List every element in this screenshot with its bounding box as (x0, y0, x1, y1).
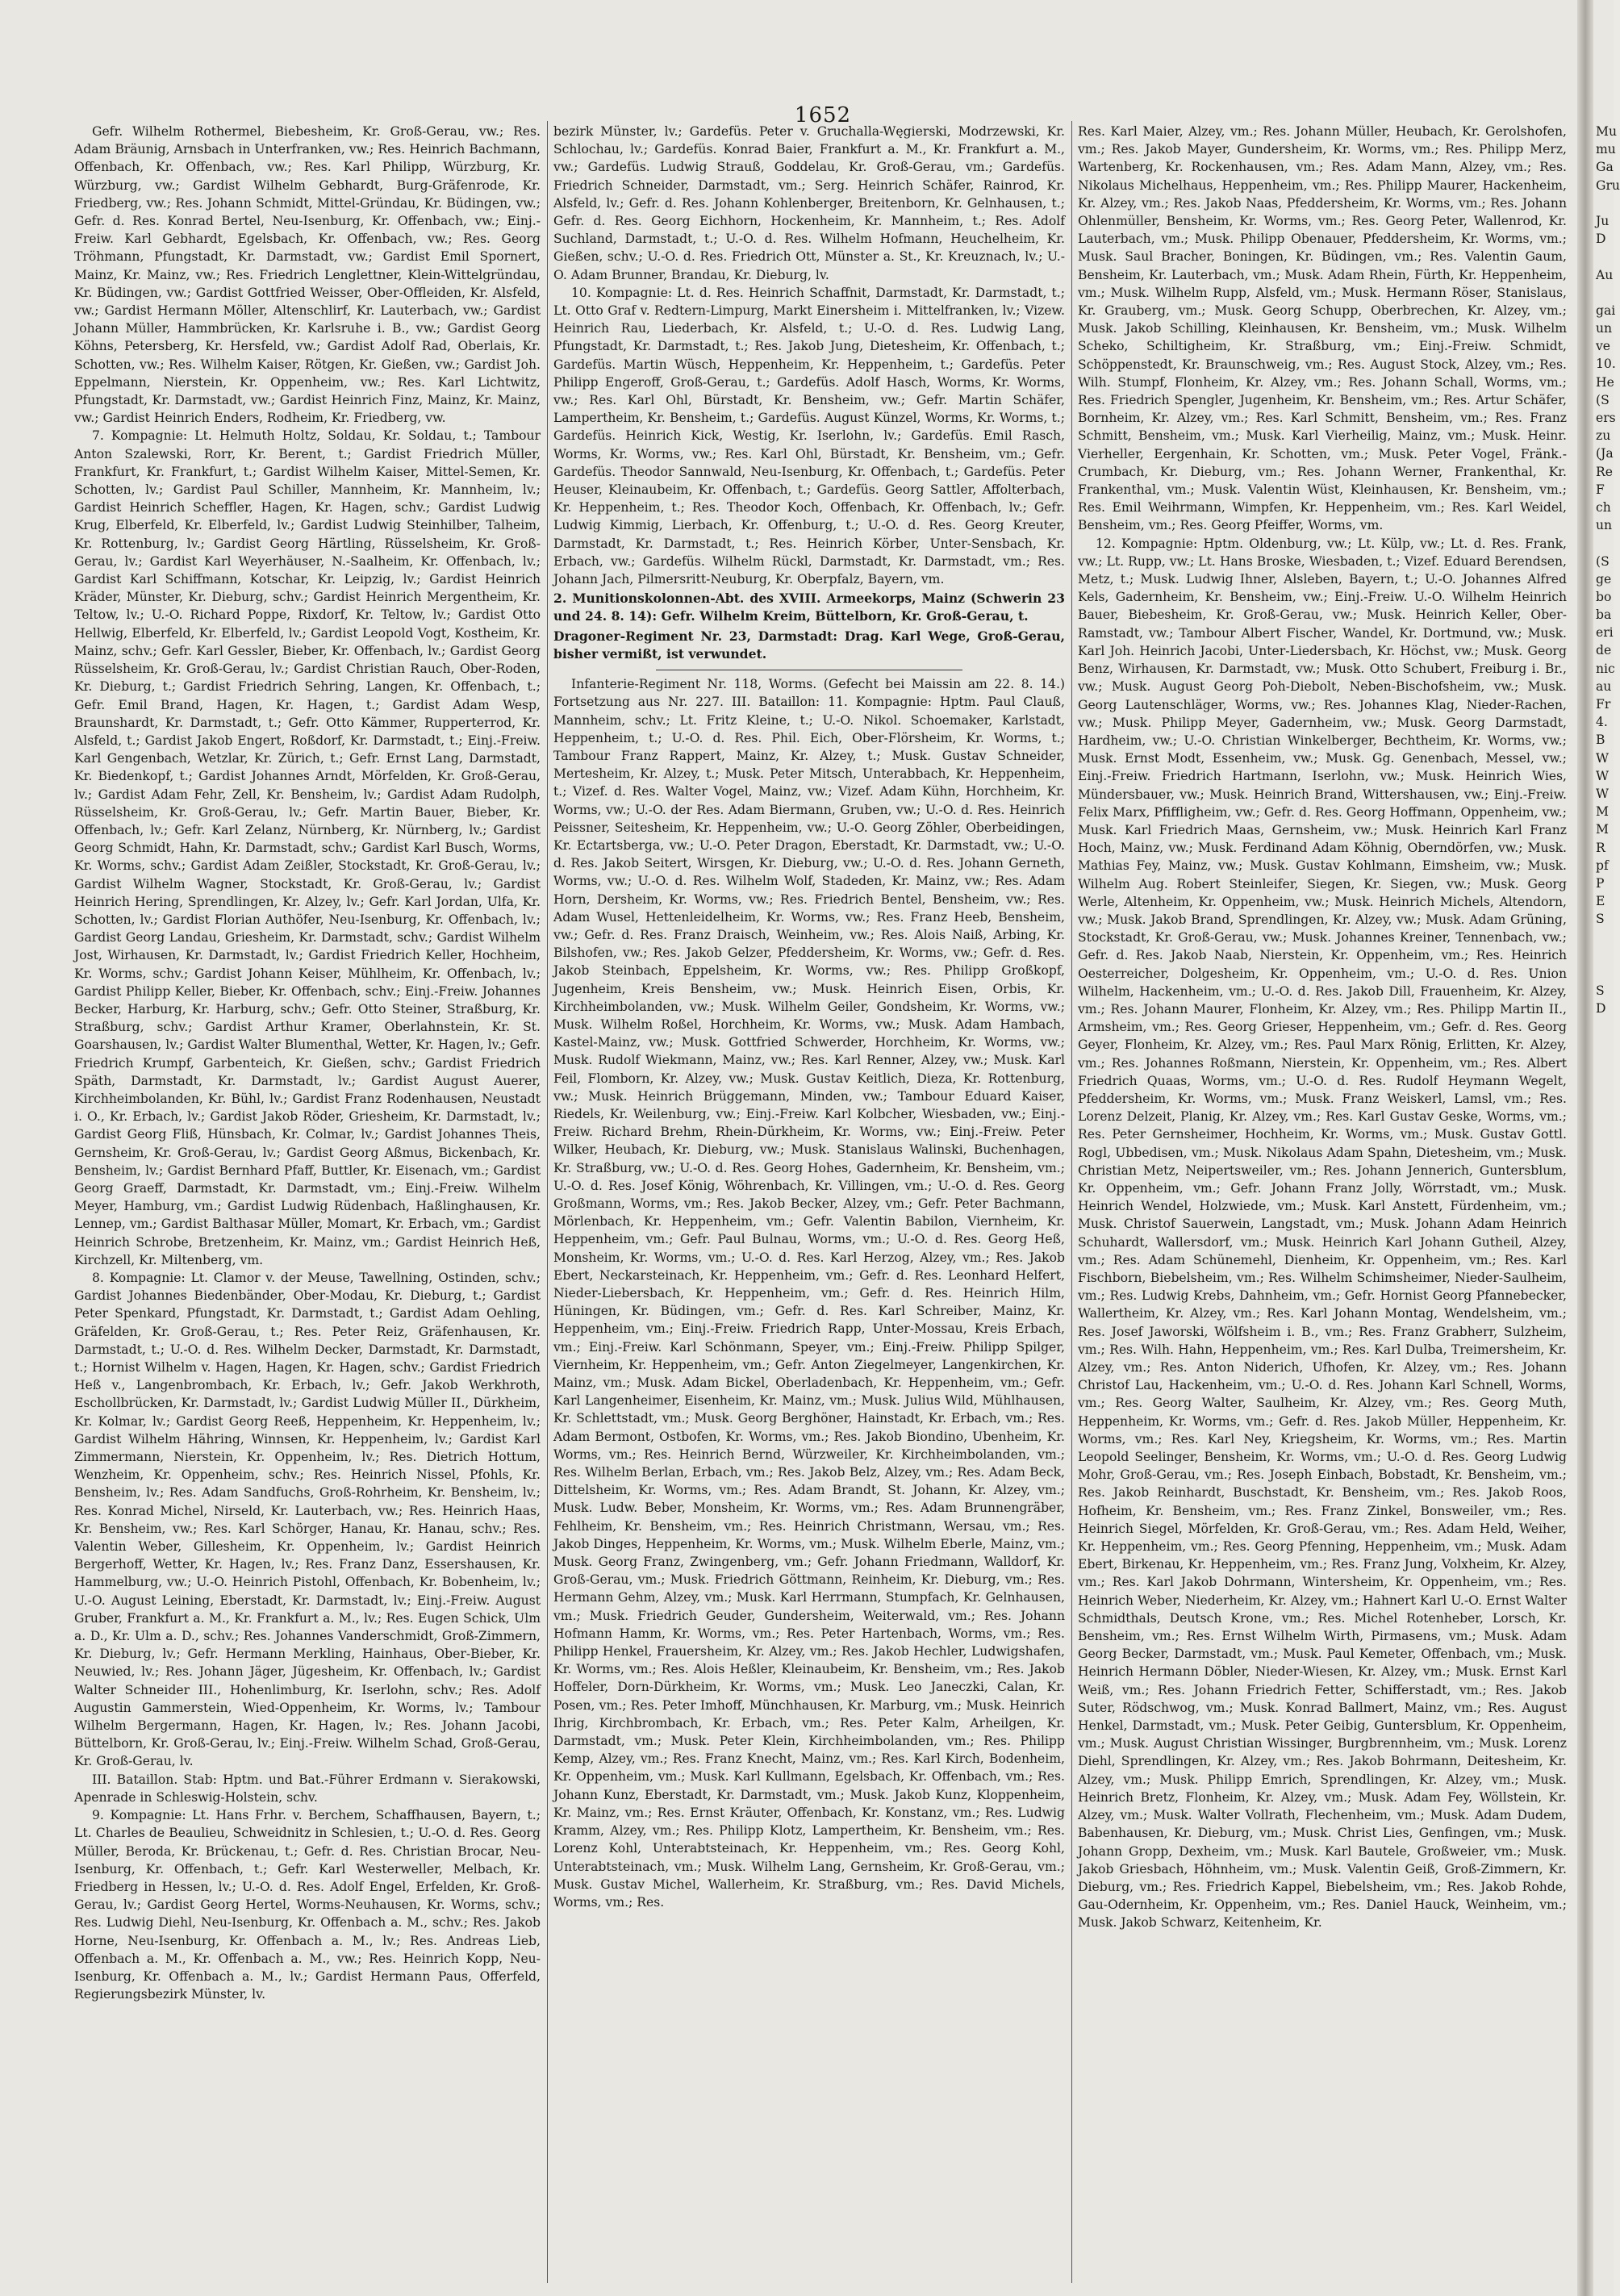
cropped-line-fragment: F (1596, 482, 1605, 497)
casualty-paragraph: III. Bataillon. Stab: Hptm. und Bat.-Führer Erdmann v. Sierakowski, Apenrade in Schleswig-Holstein, schv. (74, 1772, 541, 1805)
cropped-line-fragment: gai (1596, 303, 1616, 318)
regiment-heading-paragraph: 2. Munitionskolonnen-Abt. des XVIII. Armeekorps, Mainz (Schwerin 23 und 24. 8. 14): Gefr. Wilhelm Kreim, Büttelborn, Kr. Groß-Gerau, t. (553, 591, 1065, 624)
cropped-line-fragment: R (1596, 840, 1605, 855)
cropped-line-fragment: ba (1596, 607, 1612, 623)
text-column-left (74, 123, 541, 2285)
cropped-line-fragment: Re (1596, 464, 1613, 479)
casualty-paragraph: bezirk Münster, lv.; Gardefüs. Peter v. Gruchalla-Węgierski, Modrzewski, Kr. Schlochau, lv.; Gardefüs. Konrad Baier, Frankfurt a. M., Kr. Frankfurt a. M., vw.; Gardefüs. Ludwig Strauß, Goddelau, Kr. Groß-Gerau, vm.; Gardefüs. Friedrich Schneider, Darmstadt, vm.; Serg. Heinrich Schäfer, Rainrod, Kr. Alsfeld, lv.; Gefr. d. Res. Johann Kohlenberger, Breitenborn, Kr. Gelnhausen, t.; Gefr. d. Res. Georg Eichhorn, Hockenheim, Kr. Mannheim, t.; Res. Adolf Suchland, Darmstadt, t.; U.-O. d. Res. Wilhelm Hofmann, Heuchelheim, Kr. Gießen, schv.; U.-O. d. Res. Friedrich Ott, Münster a. St., Kr. Kreuznach, lv.; U.-O. Adam Brunner, Brandau, Kr. Dieburg, lv. (553, 124, 1065, 282)
cropped-line-fragment: D (1596, 232, 1606, 247)
cropped-line-fragment: zu (1596, 428, 1611, 444)
page-number: 1652 (794, 103, 852, 127)
cropped-line-fragment (1596, 248, 1614, 265)
cropped-line-fragment: 4. (1596, 715, 1608, 730)
cropped-line-fragment: M (1596, 804, 1609, 820)
cropped-line-fragment: (S (1596, 392, 1610, 407)
cropped-line-fragment: mu (1596, 142, 1616, 157)
cropped-line-fragment (1596, 284, 1614, 302)
cropped-line-fragment: W (1596, 768, 1610, 783)
cropped-line-fragment: de (1596, 643, 1612, 658)
cropped-line-fragment: pf (1596, 858, 1609, 873)
casualty-paragraph: 12. Kompagnie: Hptm. Oldenburg, vw.; Lt. Külp, vw.; Lt. d. Res. Frank, vw.; Lt. Rupp, vw.; Lt. Hans Broske, Wiesbaden, t.; Vizef. Eduard Berendsen, Metz, t.; Musk. Ludwig Ihner, Alsleben, Bayern, t.; U.-O. Johannes Alfred Kels, Gadernheim, Kr. Bensheim, vw.; Einj.-Freiw. U.-O. Wilhelm Heinrich Bauer, Biebesheim, Kr. Groß-Gerau, vw.; Musk. Heinrich Keller, Ober-Ramstadt, vw.; Tambour Albert Fischer, Wandel, Kr. Dortmund, vw.; Musk. Karl Joh. Heinrich Jacobi, Unter-Liedersbach, Kr. Höchst, vw.; Musk. Georg Benz, Wirhausen, Kr. Darmstadt, vw.; Musk. Otto Schubert, Freiburg i. Br., vw.; Musk. August Georg Poh-Diebolt, Neben-Bischofsheim, vw.; Musk. Georg Lautenschläger, Worms, vw.; Res. Johannes Klag, Nieder-Rachen, vw.; Musk. Philipp Meyer, Gadernheim, vw.; Musk. Georg Darmstadt, Hardheim, vw.; U.-O. Christian Winkelberger, Bechtheim, Kr. Worms, vw.; Musk. Ernst Modt, Essenheim, vw.; Musk. Gg. Genenbach, Messel, vw.; Einj.-Freiw. Friedrich Hartmann, Iserlohn, vw.; Musk. Heinrich Wies, Mündersbauer, vw.; Musk. Heinrich Brand, Wittershausen, vw.; Einj.-Freiw. Felix Marx, Pfiffligheim, vw.; Gefr. d. Res. Georg Hoffmann, Oppenheim, vw.; Musk. Karl Friedrich Maas, Gernsheim, vw.; Musk. Heinrich Karl Franz Hoch, Mainz, vw.; Musk. Ferdinand Adam Köhnig, Oberndörfen, vw.; Musk. Mathias Fey, Mainz, vw.; Musk. Gustav Kohlmann, Eimsheim, vw.; Musk. Wilhelm Aug. Robert Steinleifer, Siegen, Kr. Siegen, vw.; Musk. Georg Werle, Altenheim, Kr. Oppenheim, vw.; Musk. Heinrich Michels, Altendorn, vw.; Musk. Jakob Brand, Sprendlingen, Kr. Alzey, vw.; Musk. Adam Grüning, Stockstadt, Kr. Groß-Gerau, vw.; Musk. Johannes Kreiner, Tennenbach, vw.; Gefr. d. Res. Jakob Naab, Nierstein, Kr. Oppenheim, vm.; Res. Heinrich Oesterreicher, Dolgesheim, Kr. Oppenheim, vm.; U.-O. d. Res. Union Wilhelm, Hackenheim, vm.; U.-O. d. Res. Jakob Dill, Frauenheim, Kr. Alzey, vm.; Res. Johann Maurer, Flonheim, Kr. Alzey, vm.; Res. Philipp Martin II., Armsheim, vm.; Res. Georg Grieser, Heppenheim, vm.; Gefr. d. Res. Georg Geyer, Flonheim, Kr. Alzey, vm.; Res. Paul Marx Rönig, Erlitten, Kr. Alzey, vm.; Res. Johannes Roßmann, Nierstein, Kr. Oppenheim, vm.; Res. Albert Friedrich Quaas, Worms, vm.; U.-O. d. Res. Rudolf Heymann Wegelt, Pfeddersheim, Kr. Worms, vm.; Musk. Franz Weiskerl, Lamsl, vm.; Res. Lorenz Delzeit, Planig, Kr. Alzey, vm.; Res. Karl Gustav Geske, Worms, vm.; Res. Peter Gernsheimer, Hochheim, Kr. Worms, vm.; Musk. Gustav Gottl. Rogl, Ubbedisen, vm.; Musk. Nikolaus Adam Spahn, Dietesheim, vm.; Musk. Christian Metz, Neipertsweiler, vm.; Res. Johann Jennerich, Guntersblum, Kr. Oppenheim, vm.; Gefr. Johann Franz Jolly, Wörrstadt, vm.; Musk. Heinrich Wendel, Holzwiede, vm.; Musk. Karl Anstett, Fürdenheim, vm.; Musk. Christof Sauerwein, Langstadt, vm.; Musk. Johann Adam Heinrich Schuhardt, Wallersdorf, vm.; Musk. Heinrich Karl Johann Gutheil, Alzey, vm.; Res. Adam Schünemehl, Dienheim, Kr. Oppenheim, vm.; Res. Karl Fischborn, Biebelsheim, vm.; Res. Wilhelm Schimsheimer, Nieder-Saulheim, vm.; Res. Ludwig Krebs, Dahnheim, vm.; Gefr. Hornist Georg Pfannebecker, Wallertheim, Kr. Alzey, vm.; Res. Karl Johann Montag, Wendelsheim, vm.; Res. Josef Jaworski, Wölfsheim i. B., vm.; Res. Franz Grabherr, Sulzheim, vm.; Res. Wilh. Hahn, Heppenheim, vm.; Res. Karl Dulba, Treimersheim, Kr. Alzey, vm.; Res. Anton Niderich, Ufhofen, Kr. Alzey, vm.; Res. Johann Christof Lau, Hackenheim, vm.; U.-O. d. Res. Johann Karl Schnell, Worms, vm.; Res. Georg Walter, Saulheim, Kr. Alzey, vm.; Res. Georg Muth, Heppenheim, Kr. Worms, vm.; Gefr. d. Res. Jakob Müller, Heppenheim, Kr. Worms, vm.; Res. Karl Ney, Kriegsheim, Kr. Worms, vm.; Res. Martin Leopold Seelinger, Bensheim, Kr. Worms, vm.; U.-O. d. Res. Georg Ludwig Mohr, Groß-Gerau, vm.; Res. Joseph Einbach, Bobstadt, Kr. Bensheim, vm.; Res. Jakob Reinhardt, Buschstadt, Kr. Bensheim, vm.; Res. Jakob Roos, Hofheim, Kr. Bensheim, vm.; Res. Franz Zinkel, Bonsweiler, vm.; Res. Heinrich Siegel, Mörfelden, Kr. Groß-Gerau, vm.; Res. Adam Held, Weiher, Kr. Heppenheim, vm.; Res. Georg Pfenning, Heppenheim, vm.; Musk. Adam Ebert, Birkenau, Kr. Heppenheim, vm.; Res. Franz Jung, Volxheim, Kr. Alzey, vm.; Res. Karl Jakob Dohrmann, Wintersheim, Kr. Oppenheim, vm.; Res. Heinrich Weber, Niederheim, Kr. Alzey, vm.; Hahnert Karl U.-O. Ernst Walter Schmidthals, Deutsch Krone, vm.; Res. Michel Rotenheber, Lorsch, Kr. Bensheim, vm.; Res. Ernst Wilhelm Wirth, Pirmasens, vm.; Musk. Adam Georg Becker, Darmstadt, vm.; Musk. Paul Kemeter, Offenbach, vm.; Musk. Heinrich Hermann Döbler, Nieder-Wiesen, Kr. Alzey, vm.; Musk. Ernst Karl Weiß, vm.; Res. Johann Friedrich Fetter, Schifferstadt, vm.; Res. Jakob Suter, Rödschwog, vm.; Musk. Konrad Ballmert, Mainz, vm.; Res. August Henkel, Darmstadt, vm.; Musk. Peter Geibig, Guntersblum, Kr. Oppenheim, vm.; Musk. August Christian Wissinger, Burgbrennheim, vm.; Musk. Lorenz Diehl, Sprendlingen, Kr. Alzey, vm.; Res. Jakob Bohrmann, Deitesheim, Kr. Alzey, vm.; Musk. Philipp Emrich, Sprendlingen, Kr. Alzey, vm.; Musk. Heinrich Bretz, Flonheim, Kr. Alzey, vm.; Musk. Adam Fey, Wöllstein, Kr. Alzey, vm.; Musk. Walter Vollrath, Flechenheim, vm.; Musk. Adam Dudem, Babenhausen, Kr. Dieburg, vm.; Musk. Christ Lies, Genfingen, vm.; Musk. Johann Gropp, Dexheim, vm.; Musk. Karl Bautele, Großweier, vm.; Musk. Jakob Griesbach, Höhnheim, vm.; Musk. Valentin Geiß, Groß-Zimmern, Kr. Dieburg, vm.; Res. Friedrich Kappel, Biebelsheim, vm.; Res. Jakob Rohde, Gau-Odernheim, Kr. Oppenheim, vm.; Res. Daniel Hauck, Weinheim, vm.; Musk. Jakob Schwarz, Keitenheim, Kr. (1078, 536, 1567, 1931)
casualty-paragraph: 10. Kompagnie: Lt. d. Res. Heinrich Schaffnit, Darmstadt, Kr. Darmstadt, t.; Lt. Otto Graf v. Redtern-Limpurg, Markt Einersheim i. Mittelfranken, lv.; Vizew. Heinrich Rau, Liederbach, Kr. Alsfeld, t.; U.-O. d. Res. Ludwig Lang, Pfungstadt, Kr. Darmstadt, t.; Res. Jakob Jung, Dietesheim, Kr. Offenbach, t.; Gardefüs. Martin Wüsch, Heppenheim, Kr. Heppenheim, t.; Gardefüs. Peter Philipp Engeroff, Groß-Gerau, t.; Gardefüs. Adolf Hasch, Worms, Kr. Worms, vw.; Res. Karl Ohl, Bürstadt, Kr. Bensheim, vw.; Gefr. Martin Schäfer, Lampertheim, Kr. Bensheim, t.; Gardefüs. August Künzel, Worms, Kr. Worms, t.; Gardefüs. Heinrich Kick, Westig, Kr. Iserlohn, lv.; Gardefüs. Emil Rasch, Worms, Kr. Worms, vw.; Res. Karl Ohl, Bürstadt, Kr. Bensheim, vm.; Gefr. Gardefüs. Theodor Sannwald, Neu-Isenburg, Kr. Offenbach, t.; Gardefüs. Peter Heuser, Kleinaubeim, Kr. Offenbach, t.; Gardefüs. Georg Sattler, Affolterbach, Kr. Heppenheim, t.; Res. Theodor Koch, Offenbach, Kr. Offenbach, lv.; Gefr. Ludwig Kimmig, Lierbach, Kr. Offenburg, t.; U.-O. d. Res. Georg Kreuter, Darmstadt, Kr. Darmstadt, t.; Res. Heinrich Körber, Unter-Sensbach, Kr. Erbach, vw.; Gardefüs. Wilhelm Rückl, Darmstadt, Kr. Darmstadt, vm.; Res. Johann Jach, Pilmersritt-Neuburg, Kr. Oberpfalz, Bayern, vm. (553, 285, 1065, 587)
casualty-paragraph: Res. Karl Maier, Alzey, vm.; Res. Johann Müller, Heubach, Kr. Gerolshofen, vm.; Res. Jakob Mayer, Gundersheim, Kr. Worms, vm.; Res. Philipp Merz, Wartenberg, Kr. Rockenhausen, vm.; Res. Adam Mann, Alzey, vm.; Res. Nikolaus Michelhaus, Heppenheim, vm.; Res. Philipp Maurer, Hackenheim, Kr. Alzey, vm.; Res. Jakob Naas, Pfeddersheim, Kr. Worms, vm.; Res. Johann Ohlenmüller, Bensheim, Kr. Worms, vm.; Res. Georg Peter, Wallenrod, Kr. Lauterbach, vm.; Musk. Philipp Obenauer, Pfeddersheim, Kr. Worms, vm.; Musk. Saul Bracher, Boningen, Kr. Büdingen, vm.; Res. Valentin Gaum, Bensheim, Kr. Lauterbach, vm.; Musk. Adam Rhein, Fürth, Kr. Heppenheim, vm.; Musk. Wilhelm Rupp, Alsfeld, vm.; Musk. Hermann Röser, Stanislaus, Kr. Grauberg, vm.; Musk. Georg Schupp, Oberbrechen, Kr. Alzey, vm.; Musk. Jakob Schilling, Kleinhausen, Kr. Bensheim, vm.; Musk. Wilhelm Scheko, Schiltigheim, Kr. Straßburg, vm.; Einj.-Freiw. Schmidt, Schöppenstedt, Kr. Braunschweig, vm.; Res. August Stock, Alzey, vm.; Res. Wilh. Stumpf, Flonheim, Kr. Alzey, vm.; Res. Johann Schall, Worms, vm.; Res. Friedrich Spengler, Jugenheim, Kr. Bensheim, vm.; Res. Artur Schäfer, Bornheim, Kr. Alzey, vm.; Res. Karl Schmitt, Bensheim, vm.; Res. Franz Schmitt, Bensheim, vm.; Musk. Karl Vierheilig, Mainz, vm.; Musk. Heinr. Vierheller, Eergenhain, Kr. Schotten, vm.; Musk. Peter Vogel, Fränk.-Crumbach, Kr. Dieburg, vm.; Res. Johann Werner, Frankenthal, Kr. Frankenthal, vm.; Musk. Valentin Wüst, Kleinhausen, Kr. Bensheim, vm.; Res. Emil Weihrmann, Wimpfen, Kr. Heppenheim, vm.; Res. Karl Weidel, Bensheim, vm.; Res. Georg Pfeiffer, Worms, vm. (1078, 124, 1567, 533)
cropped-line-fragment: Ga (1596, 160, 1614, 175)
cropped-line-fragment: ve (1596, 339, 1611, 354)
cropped-line-fragment (1596, 946, 1614, 964)
text-column-middle (553, 123, 1065, 2285)
cropped-line-fragment: ers (1596, 411, 1616, 425)
adjacent-page-edge (1596, 123, 1620, 2285)
cropped-line-fragment: bo (1596, 589, 1612, 604)
cropped-line-fragment: un (1596, 321, 1613, 336)
cropped-line-fragment: S (1596, 983, 1605, 998)
casualty-paragraph: 8. Kompagnie: Lt. Clamor v. der Meuse, Tawellning, Ostinden, schv.; Gardist Johannes Biedenbänder, Ober-Modau, Kr. Dieburg, t.; Gardist Peter Spenkard, Pfungstadt, Kr. Darmstadt, t.; Gardist Adam Oehling, Gräfelden, Kr. Groß-Gerau, t.; Res. Peter Reiz, Gräfenhausen, Kr. Darmstadt, t.; U.-O. d. Res. Wilhelm Decker, Darmstadt, Kr. Darmstadt, t.; Hornist Wilhelm v. Hagen, Hagen, Kr. Hagen, schv.; Gardist Friedrich Heß v., Langenbrombach, Kr. Erbach, lv.; Gefr. Jakob Werkhroth, Eschollbrücken, Kr. Darmstadt, lv.; Gardist Ludwig Müller II., Dürkheim, Kr. Kolmar, lv.; Gardist Georg Reeß, Heppenheim, Kr. Heppenheim, lv.; Gardist Wilhelm Hähring, Winnsen, Kr. Heppenheim, lv.; Gardist Karl Zimmermann, Nierstein, Kr. Oppenheim, lv.; Res. Dietrich Hottum, Wenzheim, Kr. Oppenheim, schv.; Res. Heinrich Nissel, Pfohls, Kr. Bensheim, lv.; Res. Adam Sandfuchs, Groß-Rohrheim, Kr. Bensheim, lv.; Res. Konrad Michel, Nirseld, Kr. Lauterbach, vw.; Res. Heinrich Haas, Kr. Bensheim, vw.; Res. Karl Schörger, Hanau, Kr. Hanau, schv.; Res. Valentin Weber, Gillesheim, Kr. Oppenheim, lv.; Gardist Heinrich Bergerhoff, Wetter, Kr. Hagen, lv.; Res. Franz Danz, Essershausen, Kr. Hammelburg, vw.; U.-O. Heinrich Pistohl, Offenbach, Kr. Bobenheim, lv.; U.-O. August Leining, Eberstadt, Kr. Darmstadt, lv.; Einj.-Freiw. August Gruber, Frankfurt a. M., Kr. Frankfurt a. M., lv.; Res. Eugen Schick, Ulm a. D., Kr. Ulm a. D., schv.; Res. Johannes Vanderschmidt, Groß-Zimmern, Kr. Dieburg, lv.; Gefr. Hermann Merkling, Hainhaus, Ober-Bieber, Kr. Neuwied, lv.; Res. Johann Jäger, Jügesheim, Kr. Offenbach, lv.; Gardist Walter Schneider III., Hohenlimburg, Kr. Iserlohn, schv.; Res. Adolf Augustin Gammerstein, Wied-Oppenheim, Kr. Worms, lv.; Tambour Wilhelm Bergermann, Hagen, Kr. Hagen, lv.; Res. Johann Jacobi, Büttelborn, Kr. Groß-Gerau, lv.; Einj.-Freiw. Wilhelm Schad, Groß-Gerau, Kr. Groß-Gerau, lv. (74, 1271, 541, 1769)
cropped-line-fragment: au (1596, 678, 1612, 694)
casualty-paragraph: 7. Kompagnie: Lt. Helmuth Holtz, Soldau, Kr. Soldau, t.; Tambour Anton Szalewski, Rorr, Kr. Berent, t.; Gardist Friedrich Müller, Frankfurt, Kr. Frankfurt, t.; Gardist Wilhelm Kaiser, Mittel-Semen, Kr. Schotten, lv.; Gardist Paul Schiller, Mannheim, Kr. Mannheim, lv.; Gardist Heinrich Scheffler, Hagen, Kr. Hagen, schv.; Gardist Ludwig Krug, Elberfeld, Kr. Elberfeld, lv.; Gardist Ludwig Steinhilber, Talheim, Kr. Rottenburg, lv.; Gardist Georg Härtling, Rüsselsheim, Kr. Groß-Gerau, lv.; Gardist Karl Weyerhäuser, N.-Saalheim, Kr. Offenbach, lv.; Gardist Karl Schiffmann, Kotschar, Kr. Leipzig, lv.; Gardist Heinrich Kräder, Münster, Kr. Dieburg, schv.; Gardist Heinrich Mergentheim, Kr. Teltow, lv.; U.-O. Richard Poppe, Rixdorf, Kr. Teltow, lv.; Gardist Otto Hellwig, Elberfeld, Kr. Elberfeld, lv.; Gardist Leopold Vogt, Kostheim, Kr. Mainz, schv.; Gefr. Karl Gessler, Bieber, Kr. Offenbach, lv.; Gardist Georg Rüsselsheim, Kr. Groß-Gerau, lv.; Gardist Christian Rauch, Ober-Roden, Kr. Dieburg, t.; Gardist Friedrich Sehring, Langen, Kr. Offenbach, t.; Gefr. Emil Brand, Hagen, Kr. Hagen, t.; Gardist Adam Wesp, Braunshardt, Kr. Darmstadt, t.; Gefr. Otto Kämmer, Rupperterrod, Kr. Alsfeld, t.; Gardist Jakob Engert, Roßdorf, Kr. Darmstadt, t.; Einj.-Freiw. Karl Gengenbach, Wetzlar, Kr. Zürich, t.; Gefr. Ernst Lang, Darmstadt, Kr. Biedenkopf, t.; Gardist Johannes Arndt, Mörfelden, Kr. Groß-Gerau, lv.; Gardist Adam Fehr, Zell, Kr. Bensheim, lv.; Gardist Adam Rudolph, Rüsselsheim, Kr. Groß-Gerau, lv.; Gefr. Martin Bauer, Bieber, Kr. Offenbach, lv.; Gefr. Karl Zelanz, Nürnberg, Kr. Nürnberg, lv.; Gardist Georg Schmidt, Hahn, Kr. Darmstadt, schv.; Gardist Karl Busch, Worms, Kr. Worms, schv.; Gardist Adam Zeißler, Stockstadt, Kr. Groß-Gerau, lv.; Gardist Wilhelm Wagner, Stockstadt, Kr. Groß-Gerau, lv.; Gardist Heinrich Hering, Sprendlingen, Kr. Alzey, lv.; Gefr. Karl Jordan, Ulfa, Kr. Schotten, lv.; Gardist Florian Authöfer, Neu-Isenburg, Kr. Offenbach, lv.; Gardist Georg Landau, Griesheim, Kr. Darmstadt, schv.; Gardist Wilhelm Jost, Wirhausen, Kr. Darmstadt, lv.; Gardist Friedrich Keller, Hochheim, Kr. Worms, schv.; Gardist Johann Keiser, Mühlheim, Kr. Offenbach, lv.; Gardist Philipp Keller, Bieber, Kr. Offenbach, schv.; Einj.-Freiw. Johannes Becker, Harburg, Kr. Harburg, schv.; Gefr. Otto Steiner, Straßburg, Kr. Straßburg, schv.; Gardist Arthur Kramer, Oberlahnstein, Kr. St. Goarshausen, lv.; Gardist Walter Blumenthal, Wetter, Kr. Hagen, lv.; Gefr. Friedrich Krumpf, Garbenteich, Kr. Gießen, schv.; Gardist Friedrich Späth, Darmstadt, Kr. Darmstadt, lv.; Gardist August Auerer, Kirchheimbolanden, Kr. Bühl, lv.; Gardist Franz Rodenhausen, Neustadt i. O., Kr. Erbach, lv.; Gardist Jakob Röder, Griesheim, Kr. Darmstadt, lv.; Gardist Georg Fliß, Hünsbach, Kr. Colmar, lv.; Gardist Johannes Theis, Gernsheim, Kr. Groß-Gerau, lv.; Gardist Georg Aßmus, Bickenbach, Kr. Bensheim, lv.; Gardist Bernhard Pfaff, Buttler, Kr. Eisenach, vm.; Gardist Georg Graeff, Darmstadt, Kr. Darmstadt, vm.; Einj.-Freiw. Wilhelm Meyer, Hamburg, vm.; Gardist Ludwig Rüdenbach, Haßlinghausen, Kr. Lennep, vm.; Gardist Balthasar Müller, Momart, Kr. Erbach, vm.; Gardist Heinrich Schrobe, Bretzenheim, Kr. Mainz, vm.; Gardist Heinrich Heß, Kirchzell, Kr. Miltenberg, vm. (74, 428, 541, 1267)
cropped-line-fragment: Ju (1596, 213, 1610, 228)
cropped-line-fragment: D (1596, 1001, 1606, 1017)
cropped-line-fragment: 10. (1596, 357, 1616, 372)
cropped-line-fragment: Au (1596, 267, 1614, 282)
casualty-paragraph: Infanterie-Regiment Nr. 118, Worms. (Gefecht bei Maissin am 22. 8. 14.) Fortsetzung aus Nr. 227. III. Bataillon: 11. Kompagnie: Hptm. Paul Clauß, Mannheim, schv.; Lt. Fritz Kleine, t.; U.-O. Nikol. Schoemaker, Karlstadt, Heppenheim, t.; U.-O. d. Res. Phil. Eich, Ober-Flörsheim, Kr. Worms, t.; Tambour Franz Rappert, Mainz, Kr. Alzey, t.; Musk. Gustav Schneider, Mertesheim, Kr. Alzey, t.; Musk. Peter Mitsch, Unterabbach, Kr. Heppenheim, t.; Vizef. d. Res. Walter Vogel, Mainz, vw.; Vizef. Adam Kühn, Horchheim, Kr. Worms, vw.; U.-O. der Res. Adam Biermann, Gruben, vw.; U.-O. d. Res. Heinrich Peissner, Seitesheim, Kr. Heppenheim, vw.; U.-O. Georg Zöhler, Oberbeidingen, Kr. Ectartsberga, vw.; U.-O. Peter Dragon, Eberstadt, Kr. Darmstadt, vw.; U.-O. d. Res. Jakob Seitert, Wirsgen, Kr. Dieburg, vw.; U.-O. d. Res. Johann Gerneth, Worms, vw.; U.-O. d. Res. Wilhelm Wolf, Stadeden, Kr. Mainz, vw.; Res. Adam Horn, Dersheim, Kr. Worms, vw.; Res. Friedrich Bentel, Bensheim, vw.; Res. Adam Wusel, Hettenleidelheim, Kr. Worms, vw.; Res. Franz Heeb, Bensheim, vw.; Gefr. d. Res. Franz Draisch, Weinheim, vw.; Res. Alois Naiß, Arbing, Kr. Bilshofen, vw.; Res. Jakob Gelzer, Pfeddersheim, Kr. Worms, vw.; Gefr. d. Res. Jakob Steinbach, Eppelsheim, Kr. Worms, vw.; Res. Philipp Großkopf, Jugenheim, Kreis Bensheim, vw.; Musk. Heinrich Eisen, Orbis, Kr. Kirchheimbolanden, vw.; Musk. Wilhelm Geiler, Gondsheim, Kr. Worms, vw.; Musk. Wilhelm Roßel, Horchheim, Kr. Worms, vw.; Musk. Adam Hambach, Kastel-Mainz, vw.; Musk. Gottfried Schwerder, Horchheim, Kr. Worms, vw.; Musk. Rudolf Wiekmann, Mainz, vw.; Res. Karl Renner, Alzey, vw.; Musk. Karl Feil, Flomborn, Kr. Alzey, vw.; Musk. Gustav Keitlich, Dieza, Kr. Rottenburg, vw.; Musk. Heinrich Brüggemann, Minden, vw.; Tambour Eduard Kaiser, Riedels, Kr. Weilenburg, vw.; Einj.-Freiw. Karl Kolbcher, Wiesbaden, vw.; Einj.-Freiw. Richard Brehm, Rhein-Dürkheim, Kr. Worms, vw.; Einj.-Freiw. Peter Wilker, Heubach, Kr. Dieburg, vw.; Musk. Stanislaus Walinski, Buchenhagen, Kr. Straßburg, vw.; U.-O. d. Res. Georg Hohes, Gadernheim, Kr. Bensheim, vm.; U.-O. d. Res. Josef König, Wöhrenbach, Kr. Villingen, vm.; U.-O. d. Res. Georg Großmann, Worms, vm.; Res. Jakob Becker, Alzey, vm.; Gefr. Peter Bachmann, Mörlenbach, Kr. Heppenheim, vm.; Gefr. Valentin Babilon, Viernheim, Kr. Heppenheim, vm.; Gefr. Paul Bulnau, Worms, vm.; U.-O. d. Res. Georg Heß, Monsheim, Kr. Worms, vm.; U.-O. d. Res. Karl Herzog, Alzey, vm.; Res. Jakob Ebert, Neckarsteinach, Kr. Heppenheim, vm.; Gefr. d. Res. Leonhard Helfert, Nieder-Liebersbach, Kr. Heppenheim, vm.; Gefr. d. Res. Heinrich Hilm, Hüningen, Kr. Büdingen, vm.; Gefr. d. Res. Karl Schreiber, Mainz, Kr. Heppenheim, vm.; Einj.-Freiw. Friedrich Rapp, Unter-Mossau, Kreis Erbach, vm.; Einj.-Freiw. Karl Schönmann, Speyer, vm.; Einj.-Freiw. Philipp Spilger, Viernheim, Kr. Heppenheim, vm.; Gefr. Anton Ziegelmeyer, Langenkirchen, Kr. Mainz, vm.; Musk. Adam Bickel, Oberladenbach, Kr. Heppenheim, vm.; Gefr. Karl Langenheimer, Eisenheim, Kr. Mainz, vm.; Musk. Julius Wild, Mühlhausen, Kr. Schlettstadt, vm.; Musk. Georg Berghöner, Hainstadt, Kr. Erbach, vm.; Res. Adam Bermont, Ostbofen, Kr. Worms, vm.; Res. Jakob Biondino, Ubenheim, Kr. Worms, vm.; Res. Heinrich Bernd, Würzweiler, Kr. Kirchheimbolanden, vm.; Res. Wilhelm Berlan, Erbach, vm.; Res. Jakob Belz, Alzey, vm.; Res. Adam Beck, Dittelsheim, Kr. Worms, vm.; Res. Adam Brandt, St. Johann, Kr. Alzey, vm.; Musk. Ludw. Beber, Monsheim, Kr. Worms, vm.; Res. Adam Brunnengräber, Fehlheim, Kr. Bensheim, vm.; Res. Heinrich Christmann, Wersau, vm.; Res. Jakob Dinges, Heppenheim, Kr. Worms, vm.; Musk. Wilhelm Eberle, Mainz, vm.; Musk. Georg Franz, Zwingenberg, vm.; Gefr. Johann Friedmann, Walldorf, Kr. Groß-Gerau, vm.; Musk. Friedrich Göttmann, Reinheim, Kr. Dieburg, vm.; Res. Hermann Gehm, Alzey, vm.; Musk. Karl Herrmann, Stumpfach, Kr. Gelnhausen, vm.; Musk. Friedrich Geuder, Gundersheim, Weiterwald, vm.; Res. Johann Hofmann Hamm, Kr. Worms, vm.; Res. Peter Hartenbach, Worms, vm.; Res. Philipp Henkel, Frauersheim, Kr. Alzey, vm.; Res. Jakob Hechler, Ludwigshafen, Kr. Worms, vm.; Res. Alois Heßler, Kleinaubeim, Kr. Bensheim, vm.; Res. Jakob Hoffeler, Dorn-Dürkheim, Kr. Worms, vm.; Musk. Leo Janeczki, Calan, Kr. Posen, vm.; Res. Peter Imhoff, Münchhausen, Kr. Marburg, vm.; Musk. Heinrich Ihrig, Kirchbrombach, Kr. Erbach, vm.; Res. Peter Kalm, Arheilgen, Kr. Darmstadt, vm.; Musk. Peter Klein, Kirchheimbolanden, vm.; Res. Philipp Kemp, Alzey, vm.; Res. Franz Knecht, Mainz, vm.; Res. Karl Kirch, Bodenheim, Kr. Oppenheim, vm.; Musk. Karl Kullmann, Egelsbach, Kr. Offenbach, vm.; Res. Johann Kunz, Eberstadt, Kr. Darmstadt, vm.; Musk. Jakob Kunz, Kloppenheim, Kr. Mainz, vm.; Res. Ernst Kräuter, Offenbach, Kr. Konstanz, vm.; Res. Ludwig Kramm, Alzey, vm.; Res. Philipp Klotz, Lampertheim, Kr. Bensheim, vm.; Res. Lorenz Kohl, Unterabtsteinach, Kr. Heppenheim, vm.; Res. Georg Kohl, Unterabtsteinach, vm.; Musk. Wilhelm Lang, Gernsheim, Kr. Groß-Gerau, vm.; Musk. Gustav Michel, Wallerheim, Kr. Straßburg, vm.; Res. David Michels, Worms, vm.; Res. (553, 677, 1065, 1910)
cropped-line-fragment: W (1596, 750, 1610, 766)
cropped-line-fragment: P (1596, 875, 1605, 891)
page-gutter (1577, 0, 1593, 2296)
cropped-line-fragment: (S (1596, 553, 1610, 569)
cropped-line-fragment: ch (1596, 499, 1611, 515)
cropped-line-fragment: Fr (1596, 697, 1611, 712)
text-column-right (1078, 123, 1567, 2285)
regiment-heading-paragraph: Dragoner-Regiment Nr. 23, Darmstadt: Drag. Karl Wege, Groß-Gerau, bisher vermißt, ist verwundet. (553, 628, 1065, 662)
column-rule (547, 121, 548, 2283)
cropped-line-fragment: E (1596, 894, 1605, 909)
cropped-line-fragment: (Ja (1596, 446, 1614, 461)
cropped-line-fragment: He (1596, 374, 1614, 390)
cropped-line-fragment: ge (1596, 571, 1612, 587)
cropped-line-fragment: B (1596, 733, 1605, 748)
cropped-line-fragment: S (1596, 912, 1605, 927)
cropped-line-fragment: eri (1596, 625, 1614, 641)
casualty-paragraph: 9. Kompagnie: Lt. Hans Frhr. v. Berchem, Schaffhausen, Bayern, t.; Lt. Charles de Beaulieu, Schweidnitz in Schlesien, t.; U.-O. d. Res. Georg Müller, Beroda, Kr. Brückenau, t.; Gefr. d. Res. Christian Brocar, Neu-Isenburg, Kr. Offenbach, t.; Gefr. Karl Westerweller, Melbach, Kr. Friedberg in Hessen, lv.; U.-O. d. Res. Adolf Engel, Erfelden, Kr. Groß-Gerau, lv.; Gardist Georg Hertel, Worms-Neuhausen, Kr. Worms, schv.; Res. Ludwig Diehl, Neu-Isenburg, Kr. Offenbach a. M., schv.; Res. Jakob Horne, Neu-Isenburg, Kr. Offenbach a. M., lv.; Res. Andreas Lieb, Offenbach a. M., Kr. Offenbach a. M., vw.; Res. Heinrich Kopp, Neu-Isenburg, Kr. Offenbach a. M., lv.; Gardist Hermann Paus, Offerfeld, Regierungsbezirk Münster, lv. (74, 1808, 541, 2002)
column-rule (1071, 121, 1072, 2283)
cropped-line-fragment: M (1596, 822, 1609, 837)
cropped-line-fragment: W (1596, 786, 1610, 801)
cropped-line-fragment (1596, 194, 1614, 212)
cropped-line-fragment: un (1596, 518, 1613, 533)
cropped-line-fragment: Gru (1596, 177, 1620, 193)
cropped-line-fragment (1596, 964, 1614, 982)
cropped-line-fragment (1596, 534, 1614, 552)
cropped-line-fragment: Mu (1596, 124, 1618, 139)
cropped-line-fragment (1596, 928, 1614, 946)
cropped-line-fragment: nic (1596, 661, 1615, 676)
casualty-paragraph: Gefr. Wilhelm Rothermel, Biebesheim, Kr. Groß-Gerau, vw.; Res. Adam Bräunig, Arnsbach in Unterfranken, vw.; Res. Heinrich Bachmann, Offenbach, Kr. Offenbach, vw.; Res. Karl Philipp, Würzburg, Kr. Würzburg, vw.; Gardist Wilhelm Gebhardt, Burg-Gräfenrode, Kr. Friedberg, vw.; Res. Johann Schmidt, Mittel-Gründau, Kr. Büdingen, vw.; Gefr. d. Res. Konrad Bertel, Neu-Isenburg, Kr. Offenbach, vw.; Einj.-Freiw. Karl Gebhardt, Egelsbach, Kr. Offenbach, vw.; Res. Georg Tröhmann, Pfungstadt, Kr. Darmstadt, vw.; Gardist Emil Spornert, Mainz, Kr. Mainz, vw.; Res. Friedrich Lenglettner, Klein-Wittelgründau, Kr. Büdingen, vw.; Gardist Gottfried Weisser, Ober-Offleiden, Kr. Alsfeld, vw.; Gardist Hermann Möller, Altenschlirf, Kr. Lauterbach, vw.; Gardist Johann Müller, Hammbrücken, Kr. Karlsruhe i. B., vw.; Gardist Georg Köhns, Petersberg, Kr. Hersfeld, vw.; Gardist Adolf Rad, Oberlais, Kr. Schotten, vw.; Res. Wilhelm Kaiser, Rötgen, Kr. Gießen, vw.; Gardist Joh. Eppelmann, Nierstein, Kr. Oppenheim, vw.; Res. Karl Lichtwitz, Pfungstadt, Kr. Darmstadt, vw.; Gardist Heinrich Finz, Mainz, Kr. Mainz, vw.; Gardist Heinrich Enders, Rodheim, Kr. Friedberg, vw. (74, 124, 541, 426)
